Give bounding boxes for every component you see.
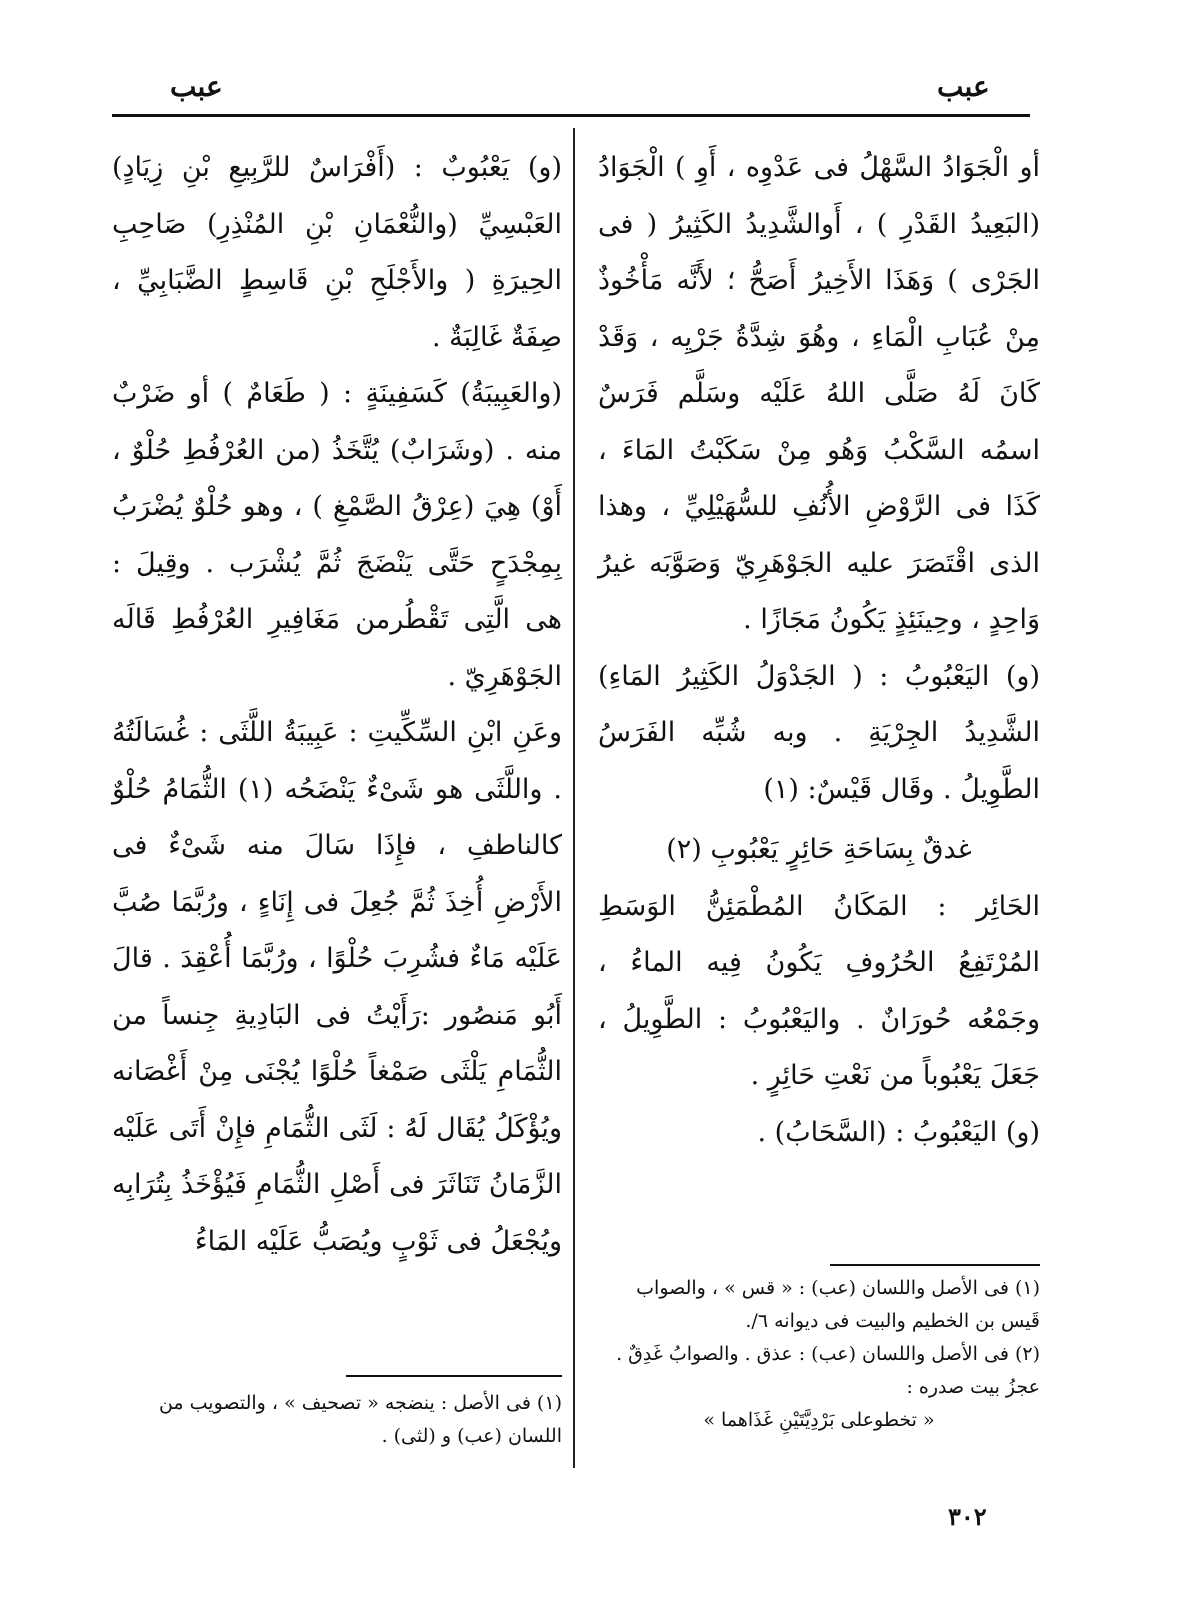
footnote-rule [830,1264,1040,1266]
running-header-right: عبب [937,70,990,103]
verse-line: غدقٌ بِسَاحَةِ حَائِرٍ يَعْبُوبِ (٢) [666,834,972,865]
footnotes-left [112,1387,562,1453]
paragraph: الحَائِر : المَكَانُ المُطْمَئِنُّ الوَسَطِ المُرْتَفِعُ الحُرُوفِ يَكُونُ فِيه الماءُ ، وجَمْعُه حُورَانٌ . واليَعْبُوبُ : الطَّوِيلُ ، جَعَلَ يَعْبُوباً من نَعْتِ حَائِرٍ . [598,890,1040,1091]
right-column [598,140,1040,1161]
footnotes-right [598,1272,1040,1437]
paragraph: أو الْجَوَادُ السَّهْلُ فى عَدْوِه ، أَوِ ) الْجَوَادُ (البَعِيدُ القَدْرِ ) ، أَوالشَّدِيدُ الكَثِيرُ ( فى الجَرْى ) وَهَذَا الأَخِيرُ أَصَحُّ ؛ لأَنَّه مَأْخُوذٌ مِنْ عُبَابِ الْمَاءِ ، وهُوَ شِدَّةُ جَرْيِه ، وَقَدْ كَانَ لَهُ صَلَّى اللهُ عَلَيْه وسَلَّم فَرَسٌ اسمُه السَّكْبُ وَهُو مِنْ سَكَبْتُ المَاءَ ، كَذَا فى الرَّوْضِ الأُنُفِ للسُّهَيْلِيِّ ، وهذا الذى اقْتَصَرَ عليه الجَوْهَرِيّ وَصَوَّبَه غيرُ وَاحِدٍ ، وحِينَئِذٍ يَكُونُ مَجَازًا . [598,152,1040,635]
paragraph: (و) يَعْبُوبٌ : (أَفْرَاسٌ للرَّبِيعِ بْنِ زِيَادٍ) العَبْسِيِّ (والنُّعْمَانِ بْنِ المُنْذِرِ) صَاحِبِ الحِيرَةِ ( والأَجْلَحِ بْنِ قَاسِطٍ الضَّبَابِيِّ ، صِفَةٌ غَالِبَةٌ . [112,152,562,353]
paragraph: (و) اليَعْبُوبُ : (السَّحَابُ) . [757,1116,1040,1148]
header-rule [112,114,1030,117]
footnote: (١) فى الأصل : ينضجه « تصحيف » ، والتصويب من اللسان (عب) و (لثى) . [158,1392,562,1447]
paragraph: (والعَبِيبَةُ) كَسَفِينَةٍ : ( طَعَامٌ ) أو ضَرْبٌ منه . (وشَرَابٌ) يُتَّخَذُ (من العُرْفُطِ حُلْوٌ ، أَوْ) هِيَ (عِرْقُ الصَّمْغِ ) ، وهو حُلْوٌ يُضْرَبُ بِمِجْدَحٍ حَتَّى يَنْضَجَ ثُمَّ يُشْرَب . وقِيلَ : هى الَّتِى تَقْطُرمن مَغَافِيرِ العُرْفُطِ قَالَه الجَوْهَرِيّ . [112,378,562,692]
left-column [112,140,562,1270]
footnote-rule [346,1375,562,1377]
column-divider [573,128,575,1468]
paragraph: وعَنِ ابْنِ السِّكِّيتِ : عَبِيبَةُ اللَّثَى : غُسَالَتُهُ . واللَّثَى هو شَىْءٌ يَنْضَحُه (١) الثُّمَامُ حُلْوٌ كالناطفِ ، فإِذَا سَالَ منه شَىْءٌ فى الأَرْضِ أُخِذَ ثُمَّ جُعِلَ فى إِنَاءٍ ، ورُبَّمَا صُبَّ عَلَيْه مَاءٌ فشُرِبَ حُلْوًا ، ورُبَّمَا أُعْقِدَ . قالَ أَبُو مَنصُور :رَأَيْتُ فى البَادِيةِ جِنساً من الثُّمَامِ يَلْثَى صَمْغاً حُلْوًا يُجْنَى مِنْ أَغْصَانه ويُؤْكَلُ يُقَال لَهُ : لَثَى الثُّمَامِ فإِنْ أَتَى عَلَيْه الزَّمَانُ تَنَاثَرَ فى أَصْلِ الثُّمَامِ فَيُؤْخَذُ بِتُرَابِه ويُجْعَلُ فى ثَوْبٍ ويُصَبُّ عَلَيْه المَاءُ [112,717,562,1257]
footnote: « تخطوعلى بَرْدِيَّتَيْنِ غَذَاهما » [703,1409,935,1431]
running-header-left: عبب [170,70,223,103]
footnote: (١) فى الأصل واللسان (عب) : « قس » ، والصواب قَيس بن الخطيم والبيت فى ديوانه ٦/. [636,1277,1040,1332]
paragraph: (و) اليَعْبُوبُ : ( الجَدْوَلُ الكَثِيرُ المَاءِ) الشَّدِيدُ الجِرْيَةِ . وبه شُبِّه الفَرَسُ الطَّوِيلُ . وقَال قَيْسٌ: (١) [598,660,1040,805]
footnote: (٢) فى الأصل واللسان (عب) : عذق . والصوابُ غَدِقٌ . عجزُ بيت صدره : [616,1343,1040,1398]
page-number: ٣٠٢ [948,1502,987,1531]
